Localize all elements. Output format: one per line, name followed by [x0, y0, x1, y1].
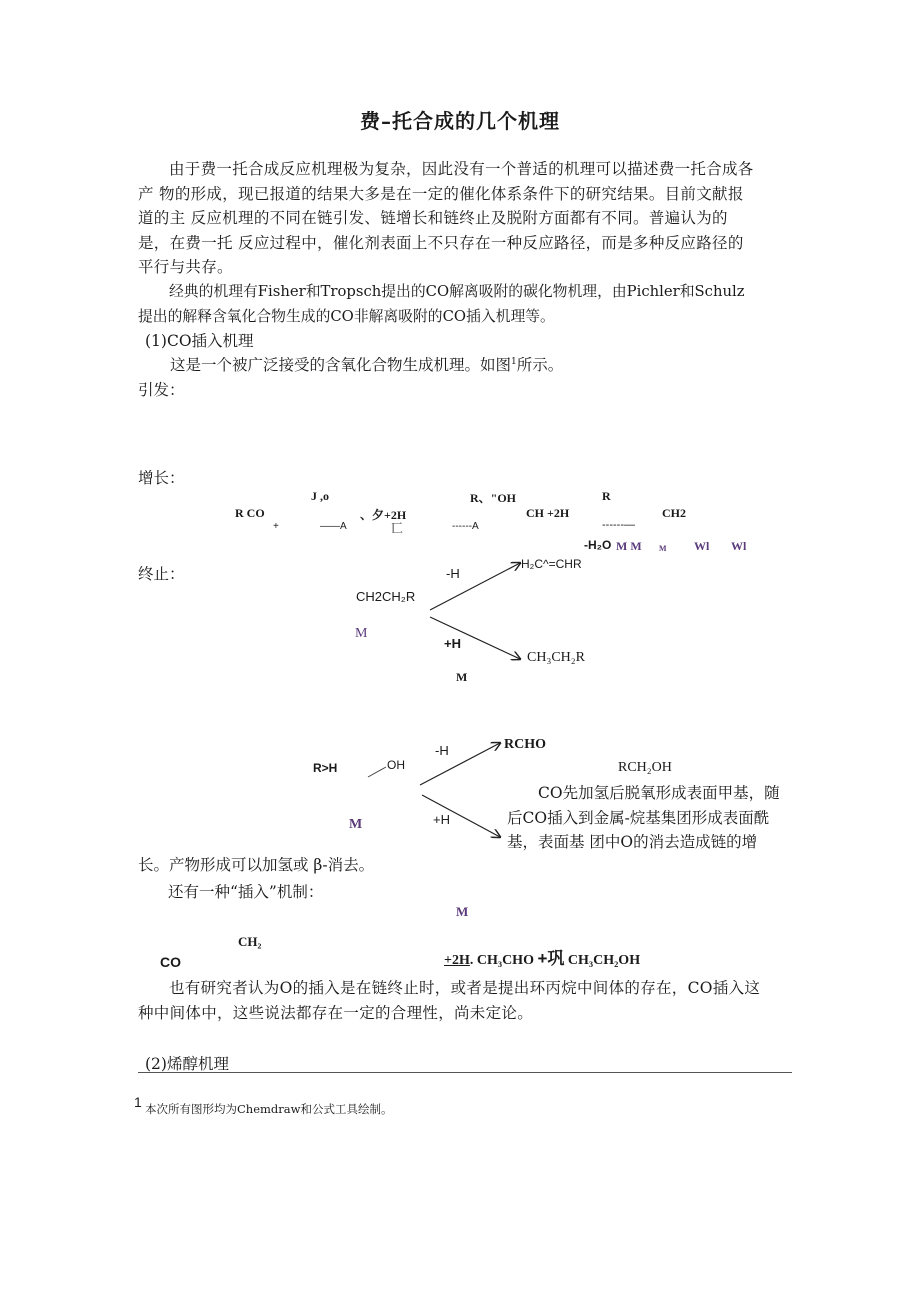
termination-arrow-down — [430, 617, 520, 659]
para3-line-1: CO先加氢后脱氧形成表面甲基，随 — [538, 784, 780, 802]
page-title: 费–托合成的几个机理 — [360, 109, 560, 133]
para4-line-1: 也有研究者认为O的插入是在链终止时，或者是提出环丙烷中间体的存在，CO插入这 — [169, 979, 761, 997]
intro-paragraph-2 — [138, 280, 788, 329]
intro-line-4: 是，在费一托 反应过程中，催化剂表面上不只存在一种反应路径，而是多种反应路径的 — [138, 233, 744, 252]
growth-wl-1: Wl — [694, 539, 710, 553]
insertion-plus-2h: +2H — [444, 953, 470, 968]
insertion-ethanol: CH₃CH₂OH — [567, 953, 641, 968]
oxygenate-aldehyde: RCHO — [504, 737, 546, 752]
para4-line-2: 种中间体中，这些说法都存在一定的合理性，尚未定论。 — [138, 1003, 534, 1022]
para3-line-4: 长。产物形成可以加氢或 β-消去。 — [138, 856, 375, 874]
section-1-description: 这是一个被广泛接受的含氧化合物生成机理。如图$^1$所示。 — [170, 356, 564, 374]
growth-step-1: 、夕+2H — [360, 508, 407, 522]
oxygenate-oh: OH — [387, 758, 405, 772]
growth-wl-2: Wl — [731, 539, 747, 553]
insertion-ch2: CH₂ — [238, 934, 262, 949]
oxygenate-bond — [368, 767, 386, 777]
growth-plus: + — [273, 521, 279, 532]
termination-arrow-up — [430, 563, 520, 610]
intro-line-3: 道的主 反应机理的不同在链引发、链增长和链终止及脱附方面都有不同。普遍认为的 — [138, 209, 728, 227]
para3-line-3: 基，表面基 团中O的消去造成链的增 — [507, 833, 758, 851]
insertion-intro: 还有一种“插入”机制： — [168, 883, 324, 901]
termination-plus-h: +H — [444, 636, 461, 651]
growth-box: 匸 — [391, 521, 404, 535]
oxygenate-arrow-down — [422, 795, 500, 837]
insertion-metal: M — [456, 904, 469, 919]
oxygenate-reactant: R>H — [313, 761, 338, 775]
intro-line-1: 由于费一托合成反应机理极为复杂，因此没有一个普适的机理可以描述费一托合成各 — [169, 160, 754, 178]
intro-paragraph-1 — [138, 157, 788, 280]
growth-label: 增长： — [138, 469, 185, 487]
growth-arrow-1: ——A — [320, 521, 347, 532]
oxygenate-plus-h: +H — [433, 812, 450, 827]
growth-arrow-2: ------A — [452, 521, 479, 532]
oxygenate-alcohol: RCH₂OH — [618, 760, 672, 775]
termination-arrows — [420, 555, 535, 670]
intro-p2-line-1: 经典的机理有Fisher和Tropsch提出的CO解离吸附的碳化物机理，由Pichler和Schulz — [169, 283, 745, 300]
insertion-plus-2: +巩 — [537, 949, 565, 968]
termination-metal-bottom: M — [456, 670, 468, 684]
termination-alkane: CH₃CH₂R — [527, 650, 585, 665]
insertion-co: CO — [160, 954, 181, 970]
paragraph-4 — [138, 976, 788, 1025]
termination-label: 终止： — [138, 565, 185, 583]
growth-step-2: CH +2H — [526, 506, 570, 520]
section-2-heading: (2)烯醇机理 — [145, 1055, 229, 1073]
termination-alkene: H₂C^=CHR — [521, 557, 582, 571]
growth-metal-small: M — [659, 544, 667, 553]
intro-line-5: 平行与共存。 — [138, 258, 233, 276]
growth-top-1: J ,o — [311, 489, 329, 503]
insertion-equation — [444, 944, 640, 969]
growth-top-3: R — [602, 489, 611, 503]
oxygenate-arrows — [360, 735, 510, 845]
oxygenate-minus-h: -H — [435, 743, 449, 758]
oxygenate-metal: M — [349, 817, 363, 832]
growth-metal-pair: M M — [616, 539, 642, 553]
insertion-acetaldehyde: CH₃CHO — [476, 953, 534, 968]
footnote-mark: 1 — [134, 1094, 142, 1110]
footnote-divider — [138, 1072, 792, 1073]
growth-reactant: R CO — [235, 506, 265, 520]
footnote-text: 本次所有图形均为Chemdraw和公式工具绘制。 — [145, 1102, 393, 1116]
termination-minus-h: -H — [446, 566, 460, 581]
growth-arrow-3: ------— — [602, 519, 635, 531]
para3-line-2: 后CO插入到金属-烷基集团形成表面酰 — [507, 809, 770, 827]
section-1-heading: (1)CO插入机理 — [145, 332, 254, 350]
growth-water-loss: -H₂O — [584, 538, 612, 552]
termination-reactant: CH2CH₂R — [356, 589, 416, 604]
intro-line-2: 产 物的形成，现已报道的结果大多是在一定的催化体系条件下的研究结果。目前文献报 — [138, 184, 744, 203]
initiation-label: 引发： — [138, 381, 185, 399]
termination-metal: M — [355, 626, 368, 641]
oxygenate-arrow-up — [420, 743, 500, 785]
growth-top-2: R、"OH — [470, 491, 516, 505]
intro-p2-line-2: 提出的解释含氧化合物生成的CO非解离吸附的CO插入机理等。 — [138, 307, 555, 325]
growth-product: CH2 — [662, 506, 686, 520]
insertion-dot: . — [469, 953, 474, 968]
